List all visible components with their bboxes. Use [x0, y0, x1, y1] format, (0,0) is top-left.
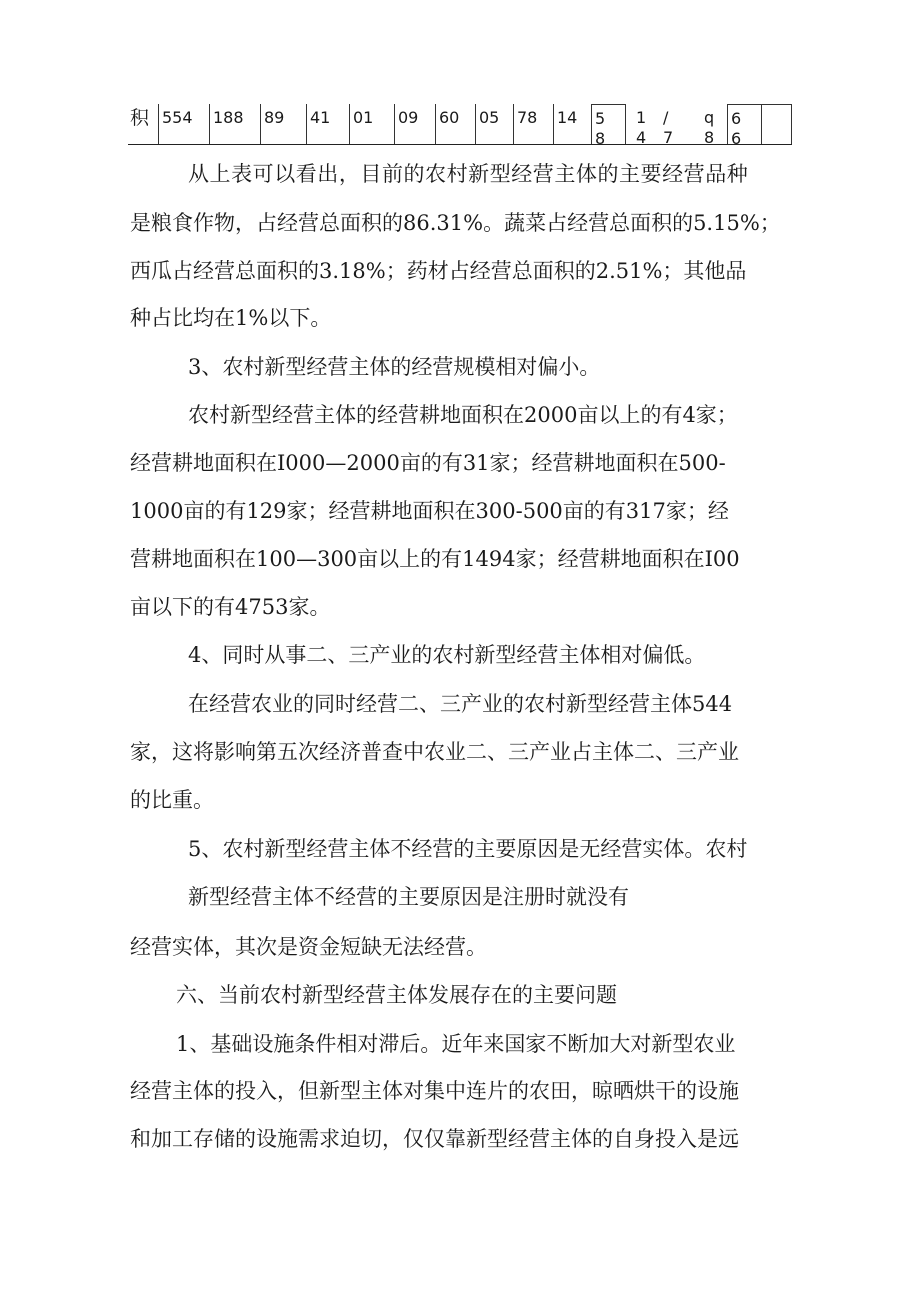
- data-table-fragment: [128, 104, 792, 145]
- paragraph-line: 营耕地面积在100—300亩以上的有1494家；经营耕地面积在I00: [130, 547, 740, 571]
- table-cell: 78: [513, 104, 553, 144]
- paragraph-line: 经营耕地面积在I000—2000亩的有31家；经营耕地面积在500-: [130, 451, 726, 475]
- table-cell: 89: [260, 104, 306, 144]
- paragraph-line: 5、农村新型经营主体不经营的主要原因是无经营实体。农村: [188, 837, 748, 861]
- paragraph-line: 从上表可以看出，目前的农村新型经营主体的主要经营品种: [188, 162, 749, 186]
- table-cell: 14: [553, 104, 591, 144]
- paragraph-line: 家，这将影响第五次经济普查中农业二、三产业占主体二、三产业: [130, 740, 739, 764]
- table-split-cell: [660, 104, 690, 144]
- table-split-cell: [727, 104, 761, 144]
- table-cell: 41: [306, 104, 349, 144]
- split-top: 6: [731, 109, 742, 128]
- table-split-cell: [591, 104, 626, 144]
- paragraph-line: 在经营农业的同时经营二、三产业的农村新型经营主体544: [188, 692, 733, 716]
- table-cell: 60: [435, 104, 475, 144]
- split-bottom: 6: [731, 129, 742, 144]
- section-heading: 4、同时从事二、三产业的农村新型经营主体相对偏低。: [188, 643, 706, 667]
- paragraph-line: 经营实体，其次是资金短缺无法经营。: [130, 935, 487, 959]
- paragraph-line: 1000亩的有129家；经营耕地面积在300-500亩的有317家；经: [130, 499, 729, 523]
- split-top: /: [663, 108, 669, 127]
- paragraph-line: 是粮食作物，占经营总面积的86.31%。蔬菜占经营总面积的5.15%；: [130, 211, 781, 235]
- split-bottom: 8: [704, 128, 715, 144]
- split-top: 1: [636, 108, 647, 127]
- paragraph-line: 新型经营主体不经营的主要原因是注册时就没有: [188, 885, 629, 909]
- paragraph-line: 经营主体的投入，但新型主体对集中连片的农田，晾晒烘干的设施: [130, 1079, 739, 1103]
- split-bottom: 7: [663, 128, 674, 144]
- paragraph-line: 亩以下的有4753家。: [130, 595, 331, 619]
- split-top: 5: [595, 109, 606, 128]
- split-bottom: 4: [636, 128, 647, 144]
- paragraph-line: 的比重。: [130, 788, 214, 812]
- section-heading: 六、当前农村新型经营主体发展存在的主要问题: [176, 983, 617, 1007]
- section-heading: 3、农村新型经营主体的经营规模相对偏小。: [188, 355, 601, 379]
- paragraph-line: 种占比均在1%以下。: [130, 306, 332, 330]
- table-cell: 01: [349, 104, 394, 144]
- split-bottom: 8: [595, 129, 606, 144]
- paragraph-line: 1、基础设施条件相对滞后。近年来国家不断加大对新型农业: [176, 1032, 736, 1056]
- table-empty-cell: [761, 104, 792, 144]
- table-cell: 09: [394, 104, 435, 144]
- table-cell: 554: [158, 104, 209, 144]
- table-cell: 05: [475, 104, 513, 144]
- table-split-cell: [701, 104, 727, 144]
- table-cell: 188: [209, 104, 260, 144]
- table-split-cell: [633, 104, 663, 144]
- table-row-label: 积: [130, 107, 150, 129]
- split-top: q: [704, 108, 715, 127]
- paragraph-line: 农村新型经营主体的经营耕地面积在2000亩以上的有4家；: [188, 403, 738, 427]
- paragraph-line: 和加工存储的设施需求迫切，仅仅靠新型经营主体的自身投入是远: [130, 1127, 739, 1151]
- paragraph-line: 西瓜占经营总面积的3.18%；药材占经营总面积的2.51%；其他品: [130, 259, 747, 283]
